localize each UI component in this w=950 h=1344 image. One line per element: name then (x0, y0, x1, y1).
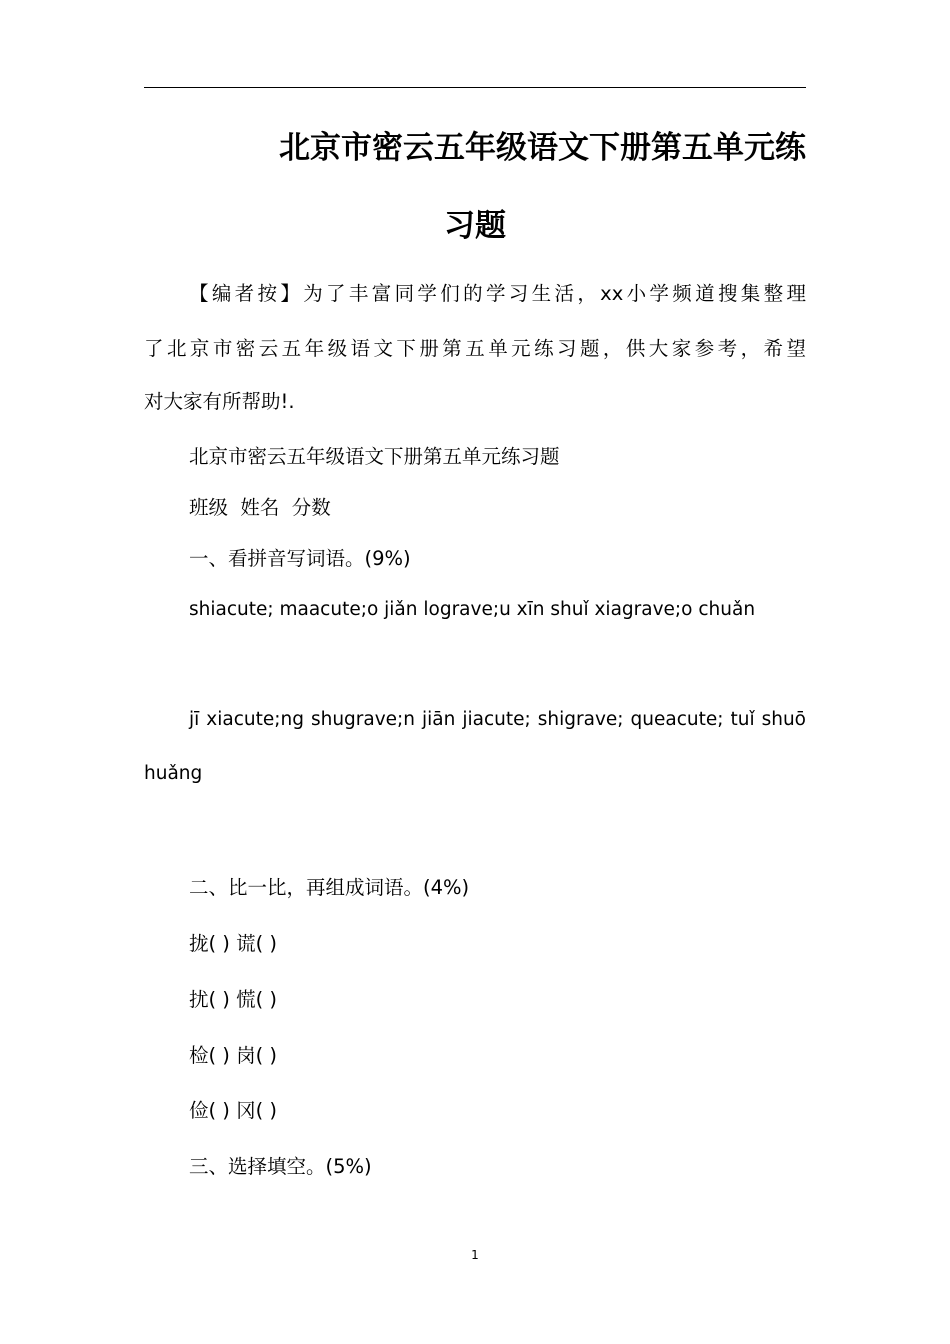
editor-note-line2: 了北京市密云五年级语文下册第五单元练习题，供大家参考，希望 (144, 337, 806, 360)
doc-title-line2: 习题 (444, 208, 506, 244)
section1-heading: 一、看拼音写词语。(9%) (189, 547, 411, 570)
word-pair-4: 俭( ) 冈( ) (189, 1099, 278, 1122)
pinyin-line2: jī xiacute;ng shugrave;n jiān jiacute; shigrave; queacute; tuǐ shuō (189, 709, 806, 730)
editor-note-line1: 【编者按】为了丰富同学们的学习生活，xx小学频道搜集整理 (189, 282, 806, 305)
pinyin-line1: shiacute; maacute;o jiǎn lograve;u xīn shuǐ xiagrave;o chuǎn (189, 599, 756, 620)
word-pair-1: 拢( ) 谎( ) (189, 932, 278, 955)
word-pair-3: 检( ) 岗( ) (189, 1044, 278, 1067)
page-number: 1 (471, 1248, 479, 1262)
word-pair-2: 扰( ) 慌( ) (189, 988, 278, 1011)
section3-heading: 三、选择填空。(5%) (189, 1155, 372, 1178)
subtitle: 北京市密云五年级语文下册第五单元练习题 (189, 445, 560, 468)
editor-note-line3: 对大家有所帮助!. (144, 390, 295, 413)
pinyin-line3: huǎng (144, 763, 203, 784)
section2-heading: 二、比一比，再组成词语。(4%) (189, 876, 470, 899)
header-rule (144, 87, 806, 88)
student-info: 班级 姓名 分数 (189, 496, 331, 519)
doc-title-line1: 北京市密云五年级语文下册第五单元练 (279, 130, 806, 166)
